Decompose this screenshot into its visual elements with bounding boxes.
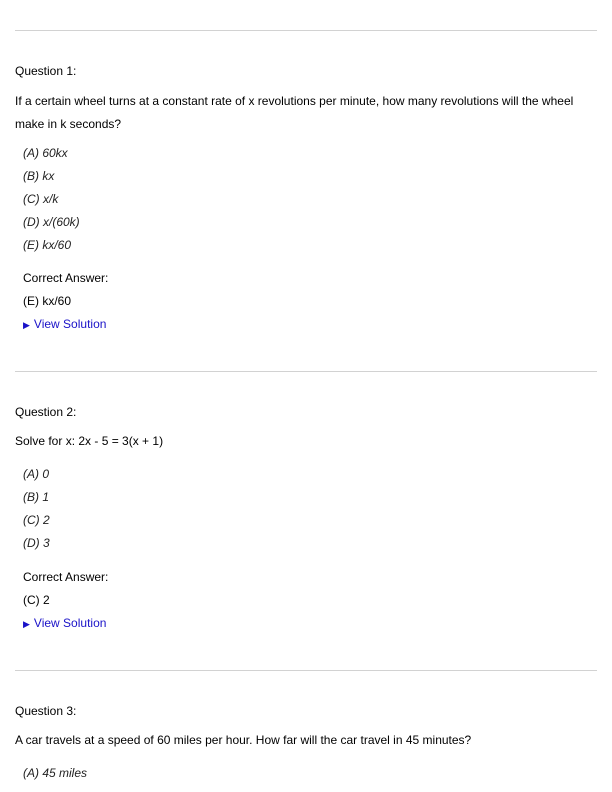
question-3-text: A car travels at a speed of 60 miles per hour. How far will the car travel in 45 minutes? [15, 733, 472, 747]
question-3-option-a: (A) 45 miles [23, 766, 88, 780]
question-1-view-solution-toggle[interactable] [23, 317, 106, 332]
question-1-option-c: (C) x/k [23, 192, 59, 206]
question-1-option-b: (B) kx [23, 169, 55, 183]
question-1-correct-answer-value: (E) kx/60 [23, 294, 72, 308]
question-1-option-a: (A) 60kx [23, 146, 68, 160]
triangle-right-icon: ▶ [23, 320, 30, 330]
divider [15, 670, 597, 671]
question-2-view-solution-toggle[interactable] [23, 616, 106, 631]
divider [15, 371, 597, 372]
question-2-option-c: (C) 2 [23, 513, 50, 527]
question-2-option-a: (A) 0 [23, 467, 50, 481]
question-2-option-b: (B) 1 [23, 490, 50, 504]
question-2-title: Question 2: [15, 405, 77, 419]
question-2-correct-answer-label: Correct Answer: [23, 570, 109, 584]
divider [15, 30, 597, 31]
question-1-title: Question 1: [15, 64, 77, 78]
question-1-text: If a certain wheel turns at a constant rate of x revolutions per minute, how many revolutions will the wheel make in k seconds? [15, 94, 574, 131]
question-2-view-solution-label[interactable]: View Solution [33, 616, 107, 630]
question-1-correct-answer-label: Correct Answer: [23, 271, 109, 285]
triangle-right-icon: ▶ [23, 619, 30, 629]
question-3-title: Question 3: [15, 704, 77, 718]
question-1-view-solution-label[interactable]: View Solution [33, 317, 107, 331]
question-2-text: Solve for x: 2x - 5 = 3(x + 1) [15, 434, 164, 448]
question-2-correct-answer-value: (C) 2 [23, 593, 50, 607]
question-2-option-d: (D) 3 [23, 536, 50, 550]
question-1-option-e: (E) kx/60 [23, 238, 72, 252]
question-1-option-d: (D) x/(60k) [23, 215, 80, 229]
